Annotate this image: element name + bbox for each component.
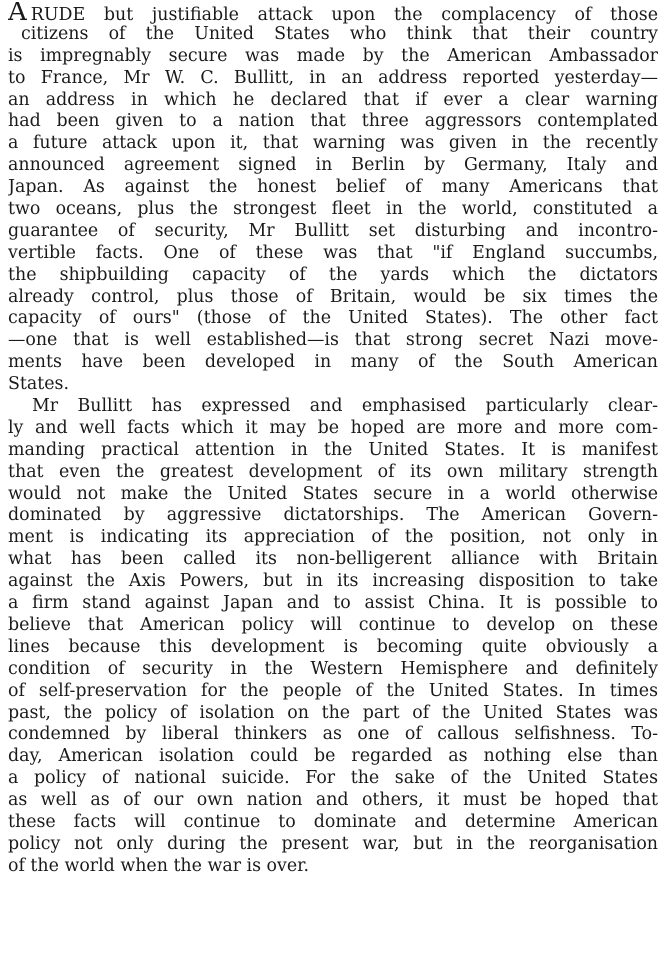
article-line: already control, plus those of Britain, would be six times the	[8, 286, 658, 307]
article-line: vertible facts. One of these was that "if England succumbs,	[8, 242, 658, 263]
article-line: the shipbuilding capacity of the yards which the dictators	[8, 264, 658, 285]
article-line: past, the policy of isolation on the part of the United States was	[8, 702, 658, 723]
article-line: a firm stand against Japan and to assist China. It is possible to	[8, 593, 658, 614]
article-line: of the world when the war is over.	[8, 855, 310, 876]
article-line: Mr Bullitt has expressed and emphasised particularly clear-	[32, 396, 658, 417]
article-line: an address in which he declared that if ever a clear warning	[8, 89, 658, 110]
article-line: against the Axis Powers, but in its increasing disposition to take	[8, 571, 658, 592]
article-line: a policy of national suicide. For the sake of the United States	[8, 768, 658, 789]
article-line: condemned by liberal thinkers as one of callous selfishness. To-	[8, 724, 658, 745]
article-line: manding practical attention in the United States. It is manifest	[8, 439, 658, 460]
article-line-1	[8, 2, 658, 24]
article-line: ly and well facts which it may be hoped are more and more com-	[8, 417, 658, 438]
article-line: these facts will continue to dominate and determine American	[8, 811, 658, 832]
article-line: ments have been developed in many of the South American	[8, 352, 658, 373]
article-line: of self-preservation for the people of the United States. In times	[8, 680, 658, 701]
article-line: citizens of the United States who think that their country	[21, 23, 658, 44]
article-line: guarantee of security, Mr Bullitt set disturbing and incontro-	[8, 220, 658, 241]
article-line: day, American isolation could be regarded as nothing else than	[8, 746, 658, 767]
article-line: announced agreement signed in Berlin by Germany, Italy and	[8, 155, 658, 176]
article-line: capacity of ours" (those of the United States). The other fact	[8, 308, 658, 329]
article-line: two oceans, plus the strongest fleet in the world, constituted a	[8, 199, 658, 220]
news-article	[8, 2, 658, 878]
drop-cap: A	[8, 2, 27, 24]
article-line: would not make the United States secure in a world otherwise	[8, 483, 658, 504]
article-line: as well as of our own nation and others, it must be hoped that	[8, 790, 658, 811]
article-line: condition of security in the Western Hemisphere and definitely	[8, 658, 658, 679]
article-line-text: RUDE but justifiable attack upon the complacency of those	[30, 5, 658, 24]
article-line: ment is indicating its appreciation of the position, not only in	[8, 527, 658, 548]
article-line: a future attack upon it, that warning was given in the recently	[8, 133, 658, 154]
article-line: Japan. As against the honest belief of many Americans that	[8, 177, 658, 198]
article-line: lines because this development is becoming quite obviously a	[8, 636, 658, 657]
article-line: —one that is well established—is that strong secret Nazi move-	[8, 330, 658, 351]
article-line: what has been called its non-belligerent alliance with Britain	[8, 549, 658, 570]
article-line: had been given to a nation that three aggressors contemplated	[8, 111, 658, 132]
article-line: policy not only during the present war, but in the reorganisation	[8, 833, 658, 854]
article-line: dominated by aggressive dictatorships. The American Govern-	[8, 505, 658, 526]
article-line: to France, Mr W. C. Bullitt, in an address reported yesterday—	[8, 67, 658, 88]
article-line: is impregnably secure was made by the American Ambassador	[8, 45, 658, 66]
article-line: believe that American policy will continue to develop on these	[8, 614, 658, 635]
article-line: States.	[8, 374, 70, 395]
article-line: that even the greatest development of its own military strength	[8, 461, 658, 482]
